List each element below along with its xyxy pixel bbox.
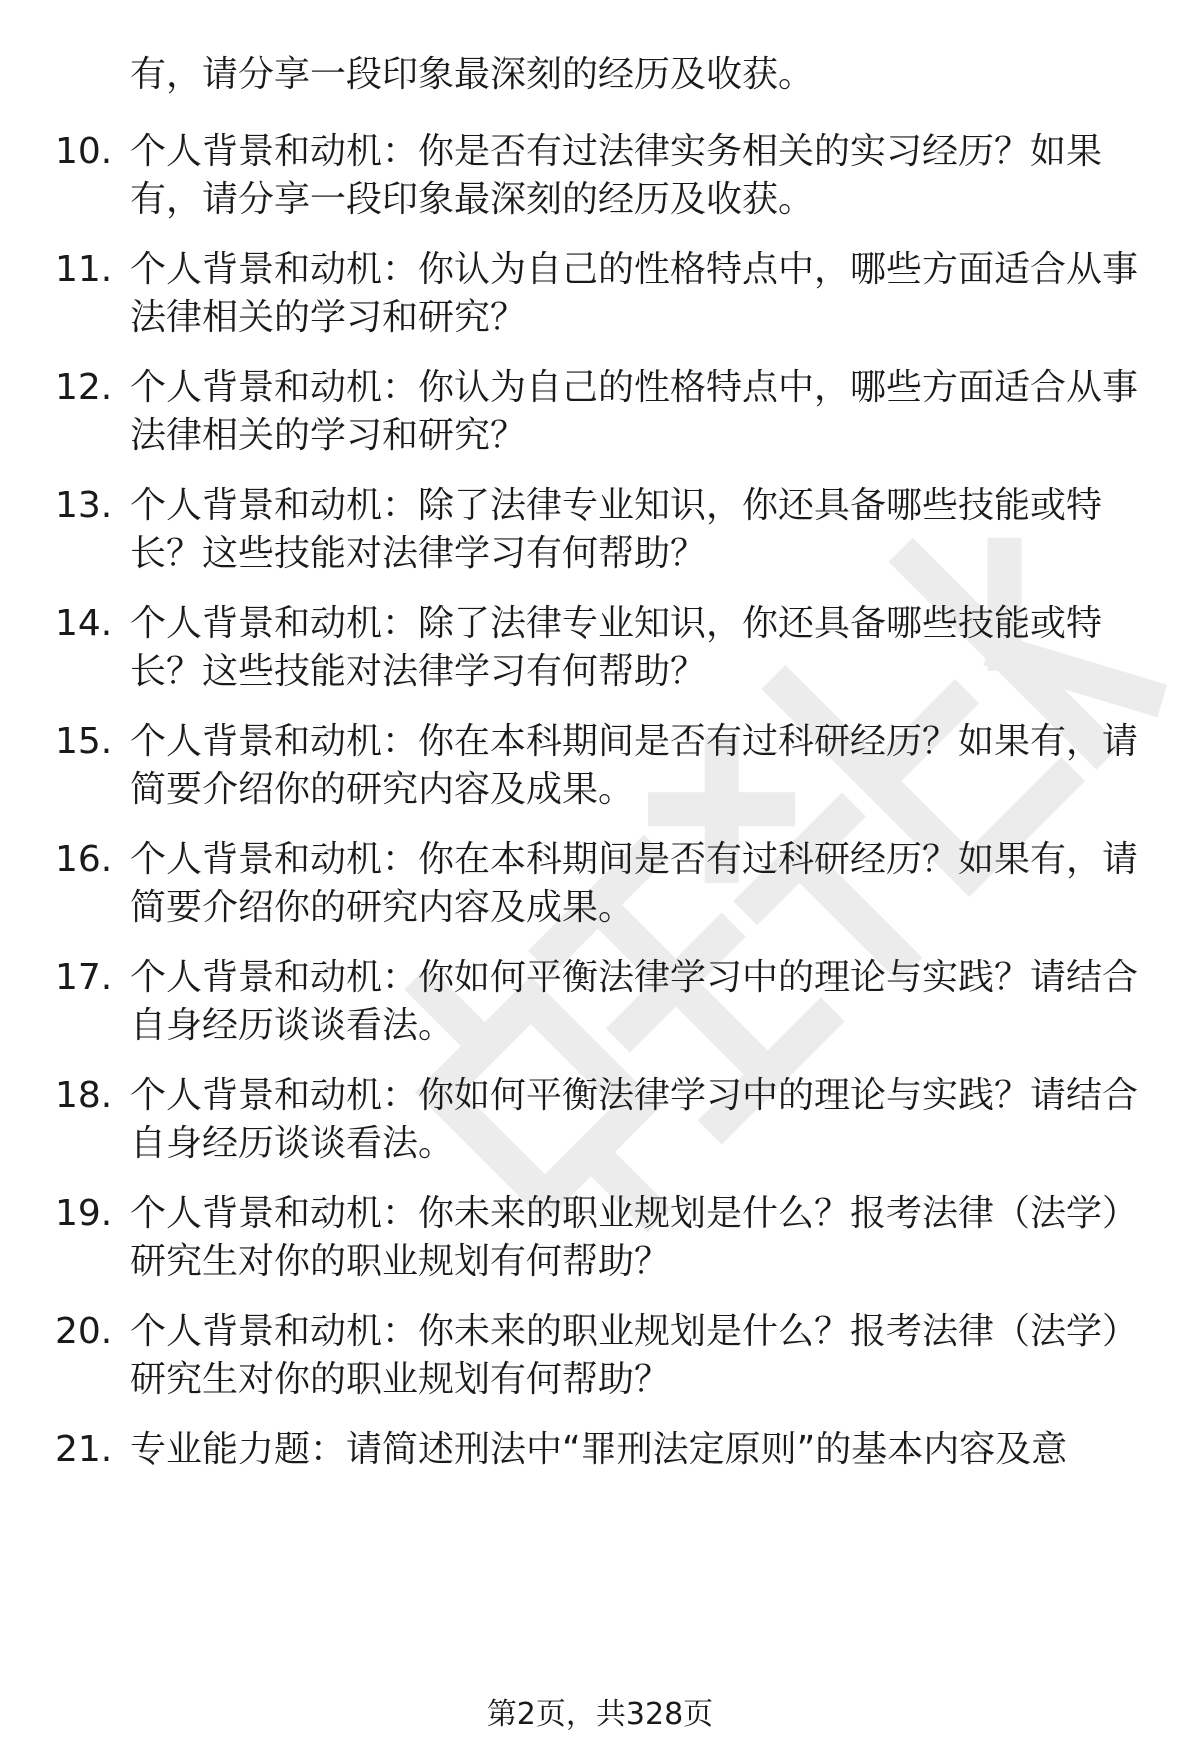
item-text-line: 个人背景和动机：你未来的职业规划是什么？报考法律（法学）	[130, 1311, 1139, 1352]
item-text-line: 研究生对你的职业规划有何帮助？	[130, 1241, 671, 1282]
item-text-line: 个人背景和动机：除了法律专业知识，你还具备哪些技能或特	[130, 485, 1103, 526]
item-text-line: 有，请分享一段印象最深刻的经历及收获。	[130, 54, 815, 95]
item-number: 11.	[55, 249, 113, 290]
item-text-line: 专业能力题：请简述刑法中“罪刑法定原则”的基本内容及意	[130, 1429, 1068, 1470]
page-footer: 第2页，共328页	[486, 1697, 714, 1732]
item-number: 10.	[55, 131, 113, 172]
item-text-line: 长？这些技能对法律学习有何帮助？	[130, 533, 707, 574]
item-text-line: 个人背景和动机：除了法律专业知识，你还具备哪些技能或特	[130, 603, 1103, 644]
item-number: 20.	[55, 1311, 113, 1352]
item-text-line: 自身经历谈谈看法。	[130, 1123, 455, 1164]
item-number: 16.	[55, 839, 113, 880]
item-text-line: 个人背景和动机：你是否有过法律实务相关的实习经历？如果	[130, 131, 1103, 172]
item-number: 13.	[55, 485, 113, 526]
item-text-line: 简要介绍你的研究内容及成果。	[130, 887, 635, 928]
item-text-line: 个人背景和动机：你在本科期间是否有过科研经历？如果有，请	[130, 839, 1139, 880]
item-text-line: 研究生对你的职业规划有何帮助？	[130, 1359, 671, 1400]
item-number: 18.	[55, 1075, 113, 1116]
item-text-line: 个人背景和动机：你如何平衡法律学习中的理论与实践？请结合	[130, 1075, 1139, 1116]
item-text-line: 个人背景和动机：你认为自己的性格特点中，哪些方面适合从事	[130, 249, 1139, 290]
item-text-line: 个人背景和动机：你未来的职业规划是什么？报考法律（法学）	[130, 1193, 1139, 1234]
item-text-line: 个人背景和动机：你认为自己的性格特点中，哪些方面适合从事	[130, 367, 1139, 408]
item-number: 14.	[55, 603, 113, 644]
item-text-line: 有，请分享一段印象最深刻的经历及收获。	[130, 179, 815, 220]
item-text-line: 自身经历谈谈看法。	[130, 1005, 455, 1046]
item-text-line: 简要介绍你的研究内容及成果。	[130, 769, 635, 810]
item-text-line: 法律相关的学习和研究？	[130, 297, 527, 338]
item-text-line: 个人背景和动机：你在本科期间是否有过科研经历？如果有，请	[130, 721, 1139, 762]
item-text-line: 法律相关的学习和研究？	[130, 415, 527, 456]
item-number: 15.	[55, 721, 113, 762]
item-text-line: 长？这些技能对法律学习有何帮助？	[130, 651, 707, 692]
item-text-line: 个人背景和动机：你如何平衡法律学习中的理论与实践？请结合	[130, 957, 1139, 998]
item-number: 19.	[55, 1193, 113, 1234]
item-number: 17.	[55, 957, 113, 998]
item-number: 12.	[55, 367, 113, 408]
item-number: 21.	[55, 1429, 113, 1470]
